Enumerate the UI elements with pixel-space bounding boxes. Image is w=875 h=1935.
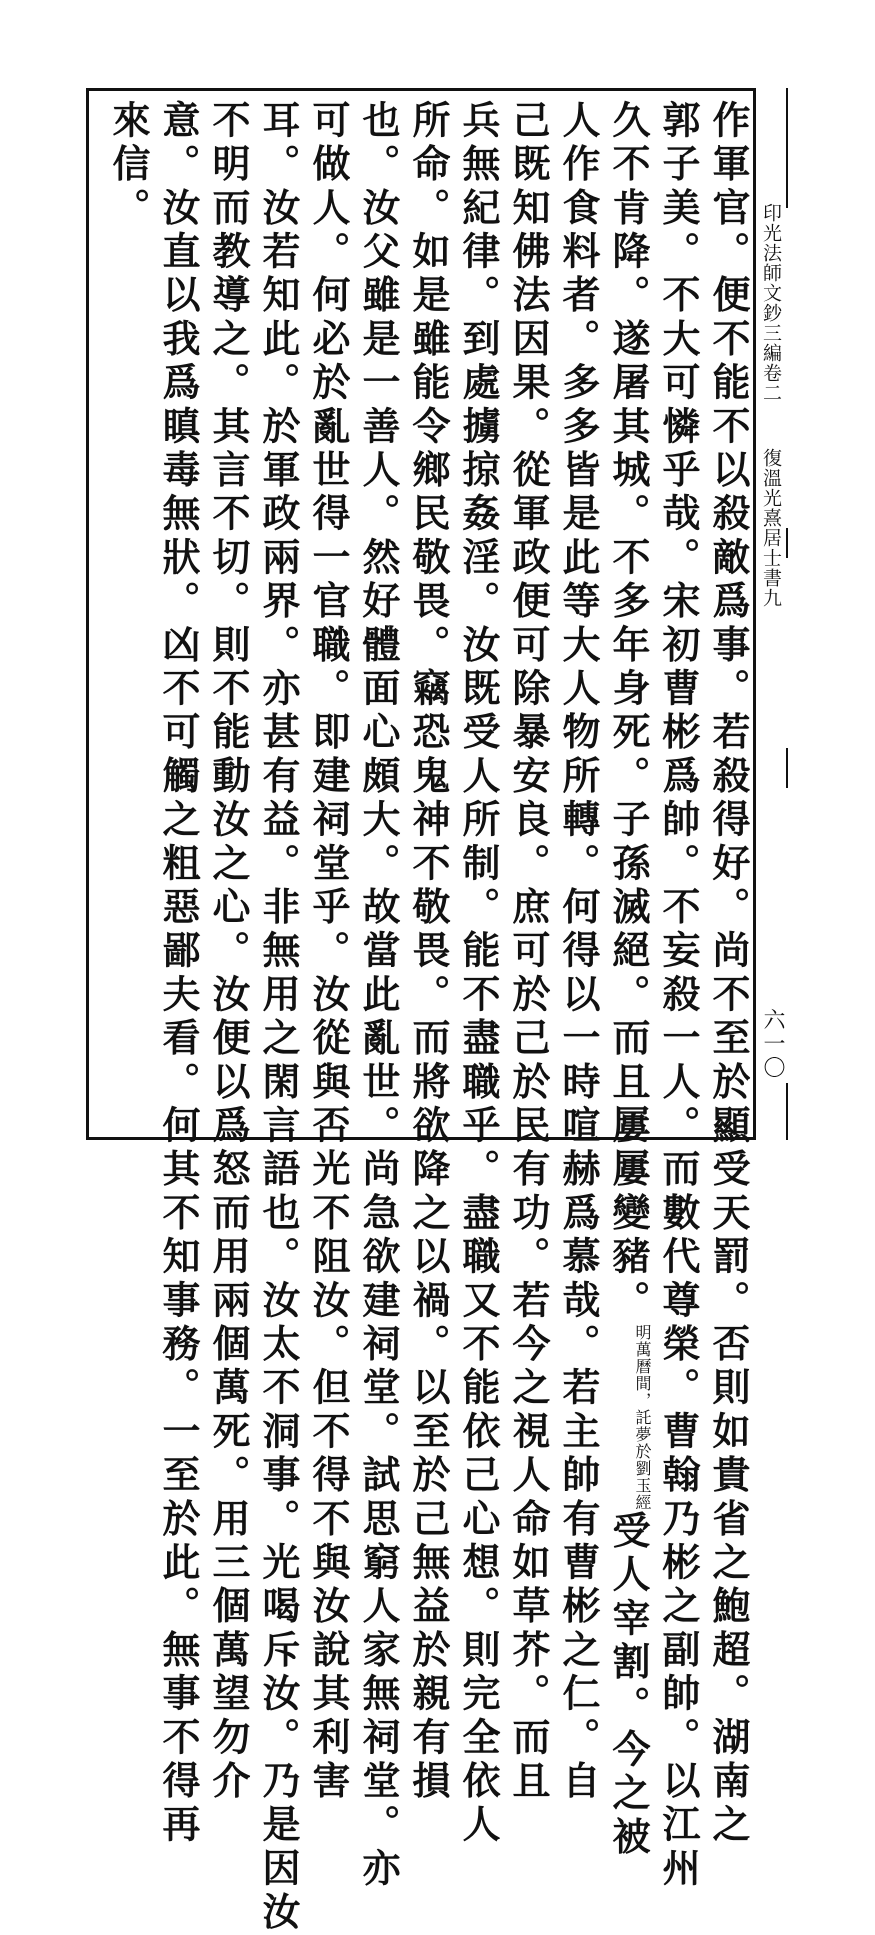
frame-left-rule bbox=[86, 88, 89, 1140]
column-text: 所命。如是雖能令鄉民敬畏。竊恐鬼神不敬畏。而將欲降之以禍。以至於己無益於親有損 bbox=[406, 100, 451, 1805]
column-text: 可做人。何必於亂世得一官職。即建祠堂乎。汝從與否光不阻汝。但不得不與汝說其利害 bbox=[306, 100, 351, 1805]
text-column-9 bbox=[304, 100, 352, 1804]
column-text: 己既知佛法因果。從軍政便可除暴安良。庶可於己於民有功。若今之視人命如草芥。而且 bbox=[506, 100, 551, 1805]
book-title: 印光法師文鈔三編卷二 bbox=[760, 203, 782, 403]
text-column-1 bbox=[704, 100, 752, 1848]
text-column-2 bbox=[654, 100, 702, 1892]
frame-top-rule bbox=[87, 88, 755, 91]
page-header-column bbox=[756, 88, 798, 1140]
column-text: 耳。汝若知此。於軍政兩界。亦甚有益。非無用之閑言語也。汝太不洞事。光喝斥汝。乃是因汝 bbox=[256, 100, 301, 1935]
page-number: 六一〇 bbox=[760, 1008, 785, 1080]
header-divider bbox=[786, 88, 788, 208]
column-text: 也。汝父雖是一善人。然好體面心頗大。故當此亂世。尚急欲建祠堂。試思窮人家無祠堂。亦 bbox=[356, 100, 401, 1892]
text-column-6 bbox=[454, 100, 502, 1848]
column-text: 來信。 bbox=[106, 100, 151, 232]
column-text: 不明而教導之。其言不切。則不能動汝之心。汝便以爲怒而用兩個萬死。用三個萬望勿介 bbox=[206, 100, 251, 1805]
chapter-title: 復溫光熹居士書九 bbox=[760, 448, 782, 608]
column-text-continued: 受人宰割。今之被 bbox=[606, 1510, 651, 1861]
text-column-7 bbox=[404, 100, 452, 1804]
column-text: 兵無紀律。到處擄掠姦淫。汝既受人所制。能不盡職乎。盡職又不能依己心想。則完全依人 bbox=[456, 100, 501, 1848]
column-text: 人作食料者。多多皆是此等大人物所轉。何得以一時喧赫爲慕哉。若主帥有曹彬之仁。自 bbox=[556, 100, 601, 1805]
text-column-3 bbox=[604, 100, 652, 1860]
column-text: 久不肯降。遂屠其城。不多年身死。子孫滅絕。而且屢屢變豬。 bbox=[606, 100, 651, 1324]
text-column-11 bbox=[204, 100, 252, 1804]
header-divider bbox=[786, 1083, 788, 1140]
text-column-5 bbox=[504, 100, 552, 1804]
text-column-4 bbox=[554, 100, 602, 1804]
text-column-13 bbox=[104, 100, 152, 231]
text-column-12 bbox=[154, 100, 202, 1848]
text-column-10 bbox=[254, 100, 302, 1935]
column-text: 作軍官。便不能不以殺敵爲事。若殺得好。尚不至於顯受天罰。否則如貴省之鮑超。湖南之 bbox=[706, 100, 751, 1848]
text-column-8 bbox=[354, 100, 402, 1892]
header-divider bbox=[786, 528, 788, 558]
interlinear-note: 明萬曆間，託夢於劉玉經 bbox=[633, 1323, 652, 1511]
column-text: 意。汝直以我爲瞋毒無狀。凶不可觸之粗惡鄙夫看。何其不知事務。一至於此。無事不得再 bbox=[156, 100, 201, 1848]
header-divider bbox=[786, 748, 788, 788]
column-text: 郭子美。不大可憐乎哉。宋初曹彬爲帥。不妄殺一人。而數代尊榮。曹翰乃彬之副帥。以江州 bbox=[656, 100, 701, 1892]
